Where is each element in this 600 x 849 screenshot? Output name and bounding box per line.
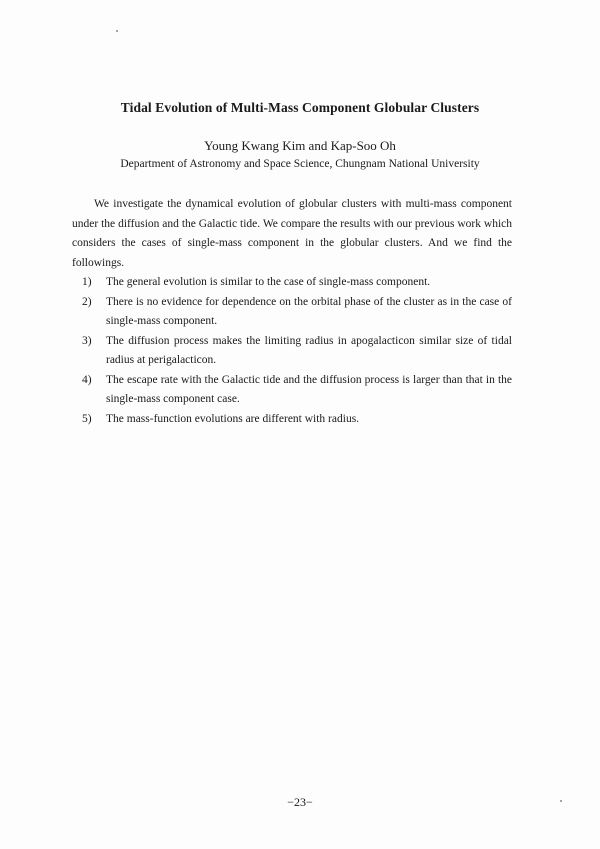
finding-text: The general evolution is similar to the case of single-mass component. bbox=[106, 276, 431, 288]
finding-text: The diffusion process makes the limiting radius in apogalacticon similar size of tidal radius at perigalacticon. bbox=[106, 334, 512, 366]
finding-text: The mass-function evolutions are different with radius. bbox=[106, 412, 360, 425]
finding-number: 2) bbox=[82, 295, 92, 308]
page-number: −23− bbox=[287, 795, 313, 809]
finding-number: 5) bbox=[82, 412, 92, 425]
findings-list bbox=[72, 273, 512, 429]
finding-number: 4) bbox=[82, 373, 92, 386]
paper-affiliation: Department of Astronomy and Space Science, Chungnam National University bbox=[120, 158, 480, 170]
finding-number: 3) bbox=[82, 334, 92, 347]
abstract-intro: We investigate the dynamical evolution of globular clusters with multi-mass component under the diffusion and the Galactic tide. We compare the results with our previous work which considers the cases of single-mass component in the globular clusters. And we find the followings. bbox=[72, 198, 512, 269]
finding-item bbox=[82, 410, 512, 430]
finding-item bbox=[82, 371, 512, 410]
finding-item bbox=[82, 273, 512, 293]
scan-speck bbox=[116, 30, 118, 32]
abstract bbox=[72, 195, 512, 429]
finding-text: There is no evidence for dependence on the orbital phase of the cluster as in the case of single-mass component. bbox=[106, 295, 512, 327]
finding-item bbox=[82, 332, 512, 371]
finding-item bbox=[82, 293, 512, 332]
finding-number: 1) bbox=[82, 276, 92, 288]
finding-text: The escape rate with the Galactic tide and the diffusion process is larger than that in the single-mass component case. bbox=[106, 373, 512, 405]
paper-title: Tidal Evolution of Multi-Mass Component Globular Clusters bbox=[120, 100, 480, 115]
paper-authors: Young Kwang Kim and Kap-Soo Oh bbox=[204, 138, 396, 153]
